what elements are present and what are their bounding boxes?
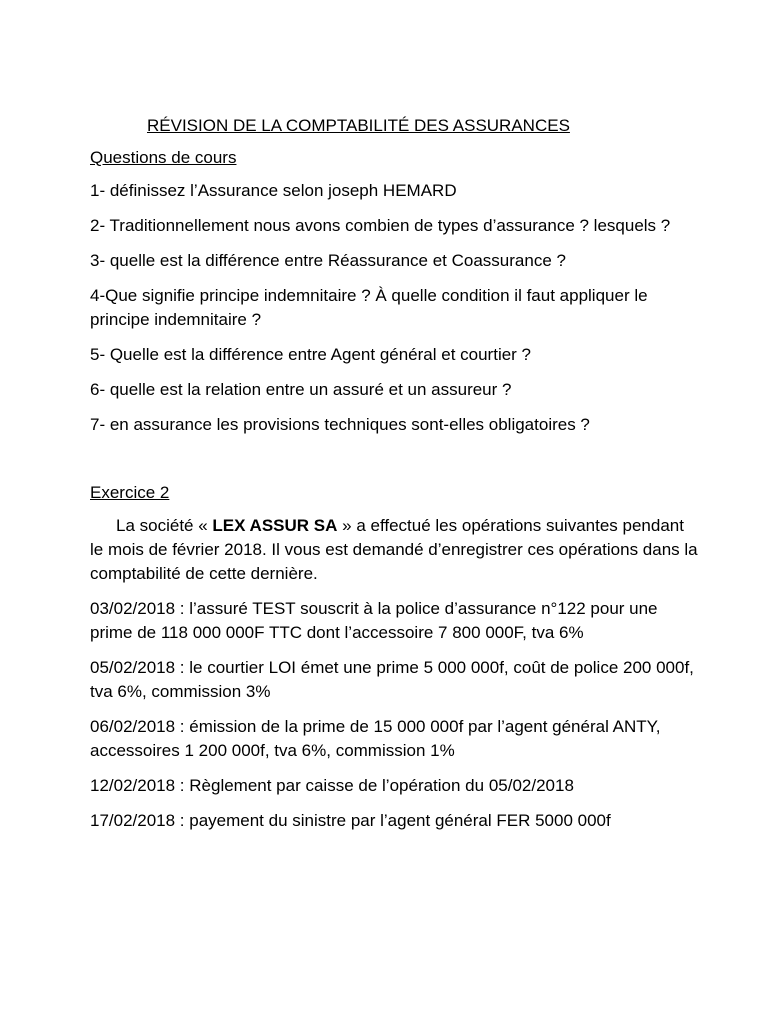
section-heading-exercise: Exercice 2 <box>90 483 170 502</box>
question-1: 1- définissez l’Assurance selon joseph HEMARD <box>90 181 457 200</box>
operation-1: 03/02/2018 : l’assuré TEST souscrit à la police d’assurance n°122 pour une prime de 118 000 000F TTC dont l’accessoire 7 800 000F, tva 6% <box>90 599 658 642</box>
question-3: 3- quelle est la différence entre Réassurance et Coassurance ? <box>90 251 566 270</box>
question-4: 4-Que signifie principe indemnitaire ? À quelle condition il faut appliquer le principe indemnitaire ? <box>90 286 648 329</box>
section-spacer <box>90 448 700 481</box>
operation-2: 05/02/2018 : le courtier LOI émet une prime 5 000 000f, coût de police 200 000f, tva 6%, commission 3% <box>90 658 694 701</box>
question-2: 2- Traditionnellement nous avons combien de types d’assurance ? lesquels ? <box>90 216 671 235</box>
section-heading-questions: Questions de cours <box>90 148 237 167</box>
operation-3: 06/02/2018 : émission de la prime de 15 000 000f par l’agent général ANTY, accessoires 1 200 000f, tva 6%, commission 1% <box>90 717 661 760</box>
question-5: 5- Quelle est la différence entre Agent général et courtier ? <box>90 345 532 364</box>
question-7: 7- en assurance les provisions techniques sont-elles obligatoires ? <box>90 415 590 434</box>
document-page <box>90 114 700 844</box>
operation-4: 12/02/2018 : Règlement par caisse de l’opération du 05/02/2018 <box>90 776 574 795</box>
company-name: LEX ASSUR SA <box>212 516 338 535</box>
intro-text-before: La société « <box>116 516 213 535</box>
intro-text-after: » a effectué les opérations suivantes pendant le mois de février 2018. Il vous est demandé d’enregistrer ces opérations dans la comptabilité de cette dernière. <box>90 516 698 583</box>
operation-5: 17/02/2018 : payement du sinistre par l’agent général FER 5000 000f <box>90 811 611 830</box>
question-6: 6- quelle est la relation entre un assuré et un assureur ? <box>90 380 512 399</box>
exercise-intro <box>90 514 700 586</box>
document-title: RÉVISION DE LA COMPTABILITÉ DES ASSURANCES <box>147 116 570 135</box>
